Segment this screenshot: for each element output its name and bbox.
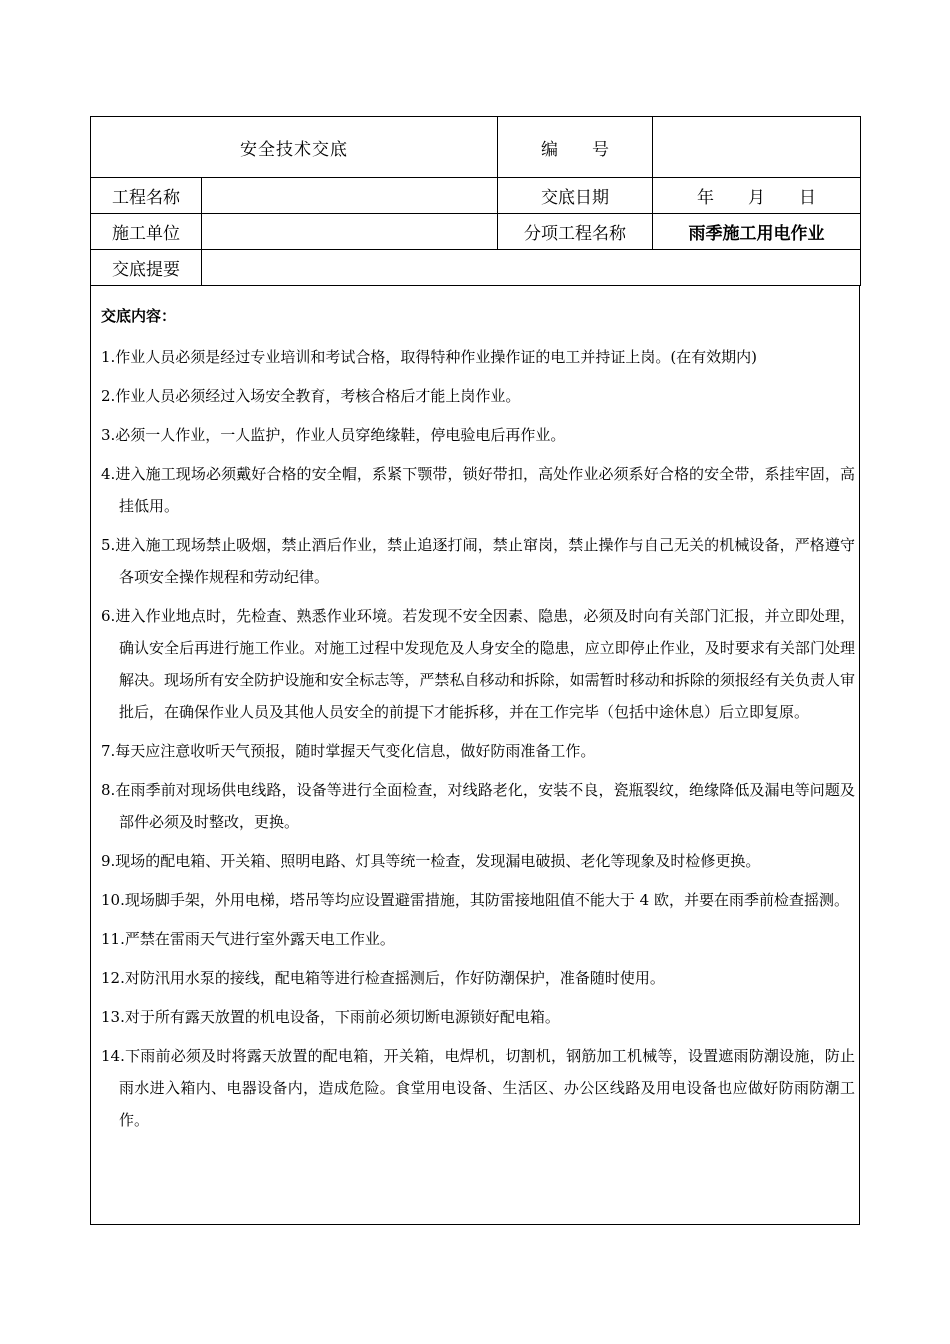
- construction-unit-label: 施工单位: [91, 214, 202, 250]
- list-item: 8.在雨季前对现场供电线路，设备等进行全面检查，对线路老化，安装不良，瓷瓶裂纹，绝缘降低及漏电等问题及部件必须及时整改，更换。: [101, 781, 855, 831]
- sub-project-label: 分项工程名称: [498, 214, 653, 250]
- list-item: 7.每天应注意收听天气预报，随时掌握天气变化信息，做好防雨准备工作。: [101, 742, 596, 760]
- date-value: 年 月 日: [653, 178, 861, 214]
- list-item: 5.进入施工现场禁止吸烟，禁止酒后作业，禁止追逐打闹，禁止窜岗，禁止操作与自己无关的机械设备，严格遵守各项安全操作规程和劳动纪律。: [101, 536, 855, 586]
- list-item: 2.作业人员必须经过入场安全教育，考核合格后才能上岗作业。: [101, 387, 521, 405]
- list-item: 9.现场的配电箱、开关箱、照明电路、灯具等统一检查，发现漏电破损、老化等现象及时检修更换。: [101, 852, 761, 870]
- list-item: 1.作业人员必须是经过专业培训和考试合格，取得特种作业操作证的电工并持证上岗。(在有效期内): [101, 348, 758, 366]
- form-title: 安全技术交底: [91, 117, 498, 178]
- number-value: [653, 117, 861, 178]
- project-name-label: 工程名称: [91, 178, 202, 214]
- list-item: 4.进入施工现场必须戴好合格的安全帽，系紧下颚带，锁好带扣，高处作业必须系好合格的安全带，系挂牢固，高挂低用。: [101, 465, 855, 515]
- list-item: 14.下雨前必须及时将露天放置的配电箱，开关箱，电焊机，切割机，钢筋加工机械等，设置遮雨防潮设施，防止雨水进入箱内、电器设备内，造成危险。食堂用电设备、生活区、办公区线路及用电设备也应做好防雨防潮工作。: [101, 1047, 855, 1129]
- content-section: [90, 286, 860, 1225]
- date-label: 交底日期: [498, 178, 653, 214]
- safety-briefing-form: [90, 116, 860, 1225]
- content-list: [101, 341, 855, 1143]
- list-item: 6.进入作业地点时，先检查、熟悉作业环境。若发现不安全因素、隐患，必须及时向有关部门汇报，并立即处理，确认安全后再进行施工作业。对施工过程中发现危及人身安全的隐患，应立即停止作业，及时要求有关部门处理解决。现场所有安全防护设施和安全标志等，严禁私自移动和拆除，如需暂时移动和拆除的须报经有关负责人审批后，在确保作业人员及其他人员安全的前提下才能拆移，并在工作完毕（包括中途休息）后立即复原。: [101, 607, 855, 721]
- number-label: 编 号: [498, 117, 653, 178]
- content-heading: 交底内容：: [101, 307, 177, 325]
- construction-unit-value: [202, 214, 498, 250]
- header-table: [90, 116, 861, 286]
- list-item: 12.对防汛用水泵的接线，配电箱等进行检查摇测后，作好防潮保护，准备随时使用。: [101, 969, 665, 987]
- list-item: 3.必须一人作业，一人监护，作业人员穿绝缘鞋，停电验电后再作业。: [101, 426, 566, 444]
- list-item: 11.严禁在雷雨天气进行室外露天电工作业。: [101, 930, 395, 948]
- list-item: 13.对于所有露天放置的机电设备，下雨前必须切断电源锁好配电箱。: [101, 1008, 560, 1026]
- sub-project-value: 雨季施工用电作业: [653, 214, 861, 250]
- summary-value: [202, 250, 861, 286]
- list-item: 10.现场脚手架，外用电梯，塔吊等均应设置避雷措施，其防雷接地阻值不能大于 4 欧，并要在雨季前检查摇测。: [101, 891, 849, 909]
- summary-label: 交底提要: [91, 250, 202, 286]
- project-name-value: [202, 178, 498, 214]
